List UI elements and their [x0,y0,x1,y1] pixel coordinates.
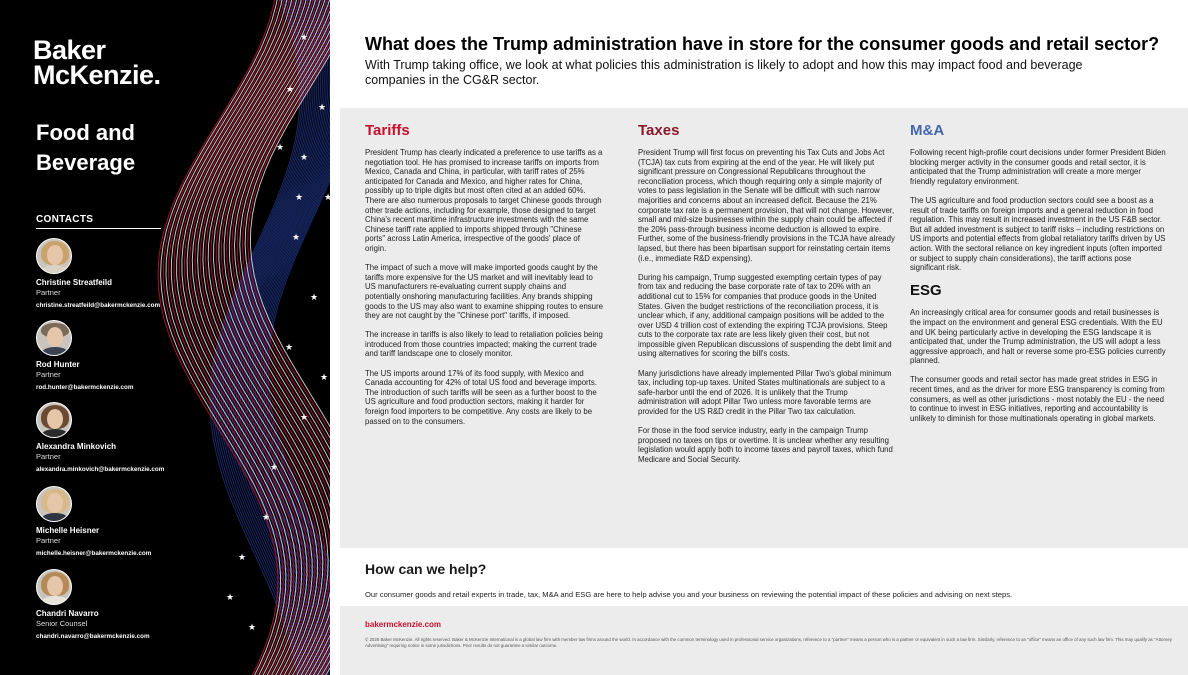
contact-email-link[interactable]: michelle.heisner@bakermckenzie.com [36,550,152,557]
contact-email-link[interactable]: rod.hunter@bakermckenzie.com [36,384,134,391]
svg-text:★: ★ [292,233,301,243]
svg-text:★: ★ [310,293,319,303]
ma-paragraph: The US agriculture and food production sectors could see a boost as a result of trade tariffs on foreign imports and a general reduction in food regulation. This may result in increased investment in the US F&B sector. But all added investment is subject to tariff risks – including restrictions on US imports and potential effects from global retaliatory tariffs driven by US action. With the sectoral reliance on key ingredient inputs (often imported or subject to supply chain considerations), the tariff actions pose significant risk. [910,195,1166,273]
ma-heading: M&A [910,122,945,139]
svg-text:★: ★ [238,553,247,563]
taxes-section [638,122,896,474]
contact-email-link[interactable]: chandri.navarro@bakermckenzie.com [36,633,150,640]
tariffs-paragraph: The US imports around 17% of its food supply, with Mexico and Canada accounting for 42% of total US food and beverage imports. The introduction of such tariffs will be seen as a further boost to the US agriculture and food production sectors, making it harder for foreign food importers to be competitive. Any costs are likely to be passed on to the consumers. [365,368,597,426]
contact-role: Partner [36,452,61,461]
tariffs-section [365,122,603,436]
footer [340,606,1188,675]
contact-card [36,402,176,474]
contact-name: Rod Hunter [36,360,80,369]
contacts-heading: CONTACTS [36,214,94,225]
contact-name: Michelle Heisner [36,526,100,535]
brand-logo-line2: McKenzie. [33,60,161,90]
svg-text:★: ★ [324,193,333,203]
avatar [36,402,72,438]
contact-role: Partner [36,370,61,379]
tariffs-paragraph: The impact of such a move will make imported goods caught by the tariffs more expensive for the US market and will inevitably lead to US manufacturers re-evaluating current supply chains and potentially onshoring manufacturing facilities. Any brands shipping goods to the US may also want to examine shipping routes to ensure they are not caught by the "Chinese port" tariffs, if imposed. [365,263,603,321]
page-header [340,0,1188,108]
tariffs-heading: Tariffs [365,122,410,139]
taxes-paragraph: President Trump will first focus on preventing his Tax Cuts and Jobs Act (TCJA) tax cuts from expiring at the end of the year. He will likely put significant pressure on Congressional Republicans throughout the reconciliation process, which though requiring only a simple majority of votes to pass legislation in the Senate will be difficult with such narrow majorities and concerns about an increased deficit. Because the 21% corporate tax rate is a permanent provision, that will not change. However, small and mid-size businesses within the supply chain could be affected if the 20% pass-through business income deduction is allowed to expire. Further, some of the business-friendly provisions in the TCJA have already lapsed, but there has been bipartisan support for reinstating certain items (i.e., immediate R&D expensing). [638,148,895,263]
brand-logo[interactable] [33,35,161,90]
ma-esg-column [910,122,1166,433]
contact-name: Chandri Navarro [36,609,99,618]
svg-text:★: ★ [262,513,271,523]
svg-text:★: ★ [286,85,295,95]
page-title: What does the Trump administration have in store for the consumer goods and retail sector? [365,34,1160,54]
svg-text:★: ★ [276,143,285,153]
svg-text:★: ★ [320,373,329,383]
contact-role: Senior Counsel [36,619,88,628]
sidebar [0,0,333,675]
contact-role: Partner [36,288,61,297]
contact-role: Partner [36,536,61,545]
website-link[interactable]: bakermckenzie.com [365,620,442,629]
help-section [340,548,1188,606]
taxes-paragraph: For those in the food service industry, early in the campaign Trump proposed no taxes on tips or overtime. It is unclear whether any resulting legislation would apply both to income taxes and payroll taxes, which fund Medicare and Social Security. [638,426,893,464]
svg-text:★: ★ [248,623,257,633]
contact-card [36,320,176,392]
svg-text:★: ★ [226,593,235,603]
svg-text:★: ★ [300,413,309,423]
brand-logo-line1: Baker [33,35,106,65]
avatar [36,320,72,356]
esg-heading: ESG [910,282,942,300]
avatar [36,486,72,522]
contact-email-link[interactable]: alexandra.minkovich@bakermckenzie.com [36,466,165,473]
contact-email-link[interactable]: christine.streatfeild@bakermckenzie.com [36,302,161,309]
svg-text:★: ★ [300,33,309,43]
ma-paragraph: Following recent high-profile court decisions under former President Biden blocking merger activity in the consumer goods and retail sector, it is anticipated that the Trump administration will create a more merger friendly regulatory environment. [910,148,1166,186]
practice-title-line1: Food and [36,120,135,145]
contact-card [36,238,176,310]
contacts-divider [36,228,161,229]
esg-paragraph: An increasingly critical area for consumer goods and retail businesses is the impact on the environment and general ESG credentials. With the EU and UK being particularly active in developing the ESG landscape it is anticipated that, under the Trump administration, the US will adopt a less aggressive approach, and halt or reverse some pro-ESG policies currently planned. [910,308,1166,366]
svg-text:★: ★ [285,343,294,353]
taxes-paragraph: Many jurisdictions have already implemented Pillar Two's global minimum tax, including top-up taxes. United States multinationals are subject to a safe-harbor until the end of 2026. It is unlikely that the Trump administration will adopt Pillar Two unless more favorable terms are provided for the US R&D credit in the Pillar Two tax calculation. [638,368,892,417]
tariffs-paragraph: The increase in tariffs is also likely to lead to retaliation policies being introduced from those countries impacted; making the current trade and tariff landscape one to closely monitor. [365,330,603,359]
svg-text:★: ★ [318,103,327,113]
contact-name: Christine Streatfeild [36,278,113,287]
contact-name: Alexandra Minkovich [36,442,117,451]
help-heading: How can we help? [365,561,487,577]
help-text: Our consumer goods and retail experts in trade, tax, M&A and ESG are here to help advise you and your business on reviewing the potential impact of these policies and advising on next steps. [365,590,1013,599]
practice-title [36,118,166,178]
tariffs-paragraph: President Trump has clearly indicated a preference to use tariffs as a negotiation tool. He has promised to increase tariffs on imports from Mexico, Canada and China, in particular, with tariff rates of 25% anticipated for Canada and Mexico, and higher rates for China, possibly up to triple digits but most often cited at an added 60%. There are also numerous proposals to target Chinese goods through other trade actions, including for example, those designed to target China's recent maritime infrastructure investments with the same Chinese tariff rate applied to imports shipped through "Chinese ports" across Latin America, irrespective of the goods' place of origin. [365,148,603,253]
content-panel [340,108,1188,548]
svg-text:★: ★ [300,153,309,163]
contact-card [36,486,176,558]
taxes-heading: Taxes [638,122,680,139]
svg-text:★: ★ [295,193,304,203]
avatar [36,238,72,274]
avatar [36,569,72,605]
legal-disclaimer: © 2025 Baker McKenzie. All rights reserved. Baker & McKenzie International is a global law firm with member law firms around the world. In accordance with the common terminology used in professional service organizations, reference to a "partner" means a person who is a partner or equivalent in such a law firm. Similarly, reference to an "office" means an office of any such law firm. This may qualify as "Attorney Advertising" requiring notice in some jurisdictions. Prior results do not guarantee a similar outcome. [365,637,1172,648]
svg-text:★: ★ [270,463,279,473]
contact-card [36,569,176,641]
practice-title-line2: Beverage [36,150,136,175]
taxes-paragraph: During his campaign, Trump suggested exempting certain types of pay from tax and reducing the base corporate rate of tax to 20% with an additional cut to 15% for companies that produce goods in the United States. Given the budget restrictions of the reconciliation process, it is unclear which, if any, additional campaign positions will be added to the over USD 4 trillion cost of extending the expiring TCJA provisions. Steep cuts to the corporate tax rate are less likely given their cost, but not impossible given Republican discussions of suspending the debt limit and using alternatives for scoring the bill's costs. [638,272,892,359]
page-subtitle: With Trump taking office, we look at what policies this administration is likely to adopt and how this may impact food and beverage companies in the CG&R sector. [365,58,1083,87]
esg-paragraph: The consumer goods and retail sector has made great strides in ESG in recent times, and as the driver for more ESG transparency is coming from consumers, as well as other jurisdictions - most notably the EU - the need to continue to invest in ESG initiatives, reporting and accountability is unlikely to diminish for those multinationals operating in global markets. [910,375,1165,423]
